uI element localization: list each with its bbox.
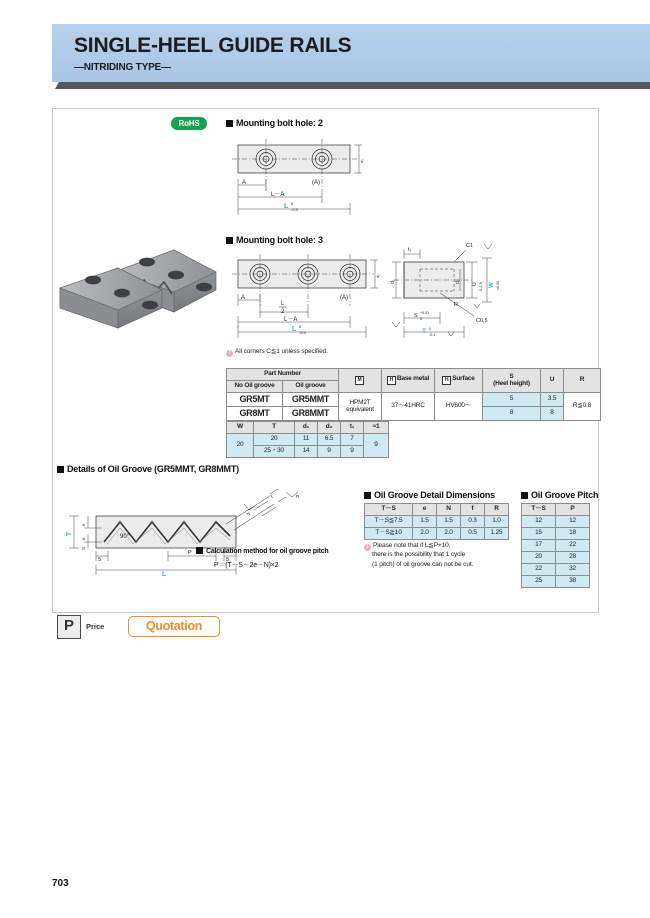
table-row bbox=[227, 393, 601, 407]
svg-text:0: 0 bbox=[479, 282, 483, 284]
label-A: A bbox=[242, 180, 247, 186]
cell-e-1: 1.5 bbox=[413, 516, 437, 528]
cell-w: 20 bbox=[227, 434, 254, 458]
label-t1: t₁ bbox=[408, 247, 412, 253]
label-A-3: A bbox=[241, 295, 246, 301]
section-oil-groove-detail-dimensions: Oil Groove Detail Dimensions bbox=[364, 490, 495, 500]
th-t: T bbox=[254, 422, 295, 434]
formula-oil-groove-pitch: P＝(T－S－2e－N)×2 bbox=[214, 562, 279, 569]
th-oil-groove: Oil groove bbox=[283, 381, 339, 393]
label-P: P bbox=[188, 550, 192, 556]
section-oil-groove-pitch: Oil Groove Pitch bbox=[521, 490, 598, 500]
cell-approx: 9 bbox=[364, 434, 389, 458]
label-A-paren-3: (A) bbox=[340, 295, 348, 301]
cell-u-2: 8 bbox=[541, 407, 564, 421]
svg-text:d₁: d₁ bbox=[359, 159, 364, 163]
th-surface: H Surface bbox=[435, 369, 483, 393]
cell-t-2: 25・30 bbox=[254, 446, 295, 458]
table-row bbox=[227, 434, 389, 446]
section-oil-groove-details: Details of Oil Groove (GR5MMT, GR8MMT) bbox=[57, 464, 239, 474]
cell-part-oil-2[interactable]: GR8MMT bbox=[283, 407, 339, 421]
svg-text:±0.01: ±0.01 bbox=[496, 281, 500, 290]
th-r-ogd: R bbox=[485, 504, 509, 516]
label-L-minus-A-3: L－A bbox=[284, 317, 298, 323]
th-ts: T－S bbox=[365, 504, 413, 516]
svg-text:-0.3: -0.3 bbox=[299, 330, 306, 335]
label-L-groove: L bbox=[162, 571, 167, 578]
th-w: W bbox=[227, 422, 254, 434]
cell-part-no-oil-1[interactable]: GR5MT bbox=[227, 393, 283, 407]
note-all-corners: ! All corners C≦1 unless specified. bbox=[226, 347, 328, 357]
label-C05: C0.5 bbox=[476, 318, 488, 324]
cell-f-1: 0.3 bbox=[461, 516, 485, 528]
label-L-3: L bbox=[292, 326, 297, 333]
cell-material: HPM2T equivalent bbox=[339, 393, 382, 421]
cell-pitch-ts-4: 20 bbox=[522, 552, 556, 564]
part-number-table bbox=[226, 368, 601, 421]
th-s-heel-height: S (Heel height) bbox=[483, 369, 541, 393]
cell-pitch-p-2: 18 bbox=[556, 528, 590, 540]
label-calc-method: Calculation method for oil groove pitch bbox=[196, 547, 328, 555]
cell-d1-1: 11 bbox=[295, 434, 318, 446]
label-L-half-top: L bbox=[281, 301, 285, 307]
label-R-groove: R bbox=[296, 494, 300, 499]
label-e-top: e bbox=[81, 523, 86, 526]
cell-n-2: 2.0 bbox=[437, 528, 461, 540]
cell-base-metal: 37〜41HRC bbox=[382, 393, 435, 421]
page-subtitle: —NITRIDING TYPE— bbox=[74, 62, 171, 73]
cell-pitch-ts-1: 12 bbox=[522, 516, 556, 528]
label-f: f bbox=[269, 493, 274, 499]
label-e-bottom: e bbox=[81, 537, 86, 540]
table-header-row bbox=[522, 504, 590, 516]
cell-d2-2: 9 bbox=[318, 446, 341, 458]
cell-pitch-ts-3: 17 bbox=[522, 540, 556, 552]
svg-text:-0.2: -0.2 bbox=[479, 285, 483, 292]
note-pitch-line3: (1 pitch) of oil groove can not be cut. bbox=[372, 561, 474, 568]
price-icon: P bbox=[57, 615, 81, 639]
svg-text:0: 0 bbox=[299, 324, 302, 329]
cell-pitch-p-4: 28 bbox=[556, 552, 590, 564]
cell-pitch-p-5: 32 bbox=[556, 564, 590, 576]
table-row bbox=[522, 576, 590, 588]
cell-pitch-p-6: 38 bbox=[556, 576, 590, 588]
label-S-groove: S bbox=[81, 546, 86, 550]
cell-pitch-p-3: 22 bbox=[556, 540, 590, 552]
svg-text:d₁: d₁ bbox=[375, 274, 380, 278]
cell-r: R≦0.8 bbox=[564, 393, 601, 421]
section-mounting-bolt-hole-2: Mounting bolt hole: 2 bbox=[226, 118, 323, 128]
cell-n-1: 1.5 bbox=[437, 516, 461, 528]
cell-part-oil-1[interactable]: GR5MMT bbox=[283, 393, 339, 407]
cell-t-1: 20 bbox=[254, 434, 295, 446]
table-header-row bbox=[365, 504, 509, 516]
banner-shadow bbox=[55, 82, 650, 89]
label-A-paren: (A) bbox=[312, 180, 320, 186]
label-5-left: 5 bbox=[98, 557, 102, 563]
dimension-table bbox=[226, 421, 389, 458]
svg-text:0: 0 bbox=[291, 201, 294, 206]
page-number: 703 bbox=[52, 878, 69, 889]
cell-s-2: 8 bbox=[483, 407, 541, 421]
table-row bbox=[522, 540, 590, 552]
label-d2: d₂ bbox=[455, 279, 461, 284]
th-m: M bbox=[339, 369, 382, 393]
th-approx: ≈1 bbox=[364, 422, 389, 434]
table-row bbox=[365, 516, 509, 528]
info-icon: ! bbox=[226, 350, 233, 357]
svg-text:0: 0 bbox=[429, 327, 431, 331]
label-angle-90: 90° bbox=[120, 534, 130, 540]
oil-groove-detail-dimensions-table bbox=[364, 503, 509, 540]
table-row bbox=[522, 564, 590, 576]
cell-f-2: 0.5 bbox=[461, 528, 485, 540]
label-L-minus-A: L－A bbox=[271, 192, 285, 198]
table-header-row bbox=[227, 422, 389, 434]
svg-text:-0.1: -0.1 bbox=[429, 333, 436, 337]
svg-text:-0.3: -0.3 bbox=[291, 207, 298, 212]
th-e: e bbox=[413, 504, 437, 516]
th-base-metal: H Base metal bbox=[382, 369, 435, 393]
th-n: N bbox=[437, 504, 461, 516]
label-U: U bbox=[472, 282, 478, 286]
th-f: f bbox=[461, 504, 485, 516]
label-5-right: 5 bbox=[226, 557, 230, 563]
cell-t1-1: 7 bbox=[341, 434, 364, 446]
th-d2: d₂ bbox=[318, 422, 341, 434]
label-L-half-bottom: 2 bbox=[281, 309, 285, 315]
th-part-number: Part Number bbox=[227, 369, 339, 381]
table-row bbox=[365, 528, 509, 540]
table-row bbox=[522, 552, 590, 564]
label-S: S bbox=[414, 313, 418, 319]
th-r: R bbox=[564, 369, 601, 393]
th-no-oil-groove: No Oil groove bbox=[227, 381, 283, 393]
cell-e-2: 2.0 bbox=[413, 528, 437, 540]
cell-r-1: 1.0 bbox=[485, 516, 509, 528]
cell-ts-1: T－S≦7.5 bbox=[365, 516, 413, 528]
th-u: U bbox=[541, 369, 564, 393]
cell-s-1: 5 bbox=[483, 393, 541, 407]
label-R: R bbox=[454, 302, 458, 308]
note-pitch-line1: ! Please note that if L≦P+10, bbox=[364, 541, 450, 551]
price-label: Price bbox=[86, 622, 105, 631]
th-pitch-ts: T－S bbox=[522, 504, 556, 516]
cell-pitch-ts-6: 25 bbox=[522, 576, 556, 588]
oil-groove-pitch-table bbox=[521, 503, 590, 588]
drawing-bolt-hole-3 bbox=[226, 250, 386, 343]
cell-pitch-ts-5: 22 bbox=[522, 564, 556, 576]
label-W: W bbox=[489, 282, 495, 288]
section-mounting-bolt-hole-3: Mounting bolt hole: 3 bbox=[226, 235, 323, 245]
product-photo bbox=[56, 238, 222, 330]
cell-r-2: 1.25 bbox=[485, 528, 509, 540]
svg-text:+0.01: +0.01 bbox=[420, 311, 430, 315]
drawing-bolt-hole-2 bbox=[226, 133, 386, 223]
cell-d2-1: 6.5 bbox=[318, 434, 341, 446]
th-t1: t₁ bbox=[341, 422, 364, 434]
drawing-oil-groove bbox=[58, 486, 358, 596]
cell-pitch-p-1: 12 bbox=[556, 516, 590, 528]
label-C1: C1 bbox=[466, 243, 474, 249]
th-d1: d₁ bbox=[295, 422, 318, 434]
drawing-cross-section bbox=[388, 236, 528, 349]
cell-d1-2: 14 bbox=[295, 446, 318, 458]
cell-surface: HV600〜 bbox=[435, 393, 483, 421]
th-pitch-p: P bbox=[556, 504, 590, 516]
quotation-button[interactable]: Quotation bbox=[128, 616, 220, 637]
table-row bbox=[522, 528, 590, 540]
page-title: SINGLE-HEEL GUIDE RAILS bbox=[74, 34, 352, 57]
cell-t1-2: 9 bbox=[341, 446, 364, 458]
cell-ts-2: T－S≧10 bbox=[365, 528, 413, 540]
info-icon: ! bbox=[364, 544, 371, 551]
label-T: T bbox=[422, 328, 426, 335]
label-d1: d₁ bbox=[390, 279, 396, 284]
cell-u-1: 3.5 bbox=[541, 393, 564, 407]
table-header-row-1 bbox=[227, 369, 601, 381]
svg-text:0: 0 bbox=[420, 317, 422, 321]
label-L: L bbox=[284, 203, 289, 210]
note-pitch-line2: there is the possibility that 1 cycle bbox=[372, 551, 466, 558]
cell-part-no-oil-2[interactable]: GR8MT bbox=[227, 407, 283, 421]
label-N: N bbox=[245, 510, 252, 517]
cell-pitch-ts-2: 15 bbox=[522, 528, 556, 540]
label-T-groove: T bbox=[66, 531, 73, 536]
rohs-badge: RoHS bbox=[171, 117, 207, 130]
table-row bbox=[522, 516, 590, 528]
